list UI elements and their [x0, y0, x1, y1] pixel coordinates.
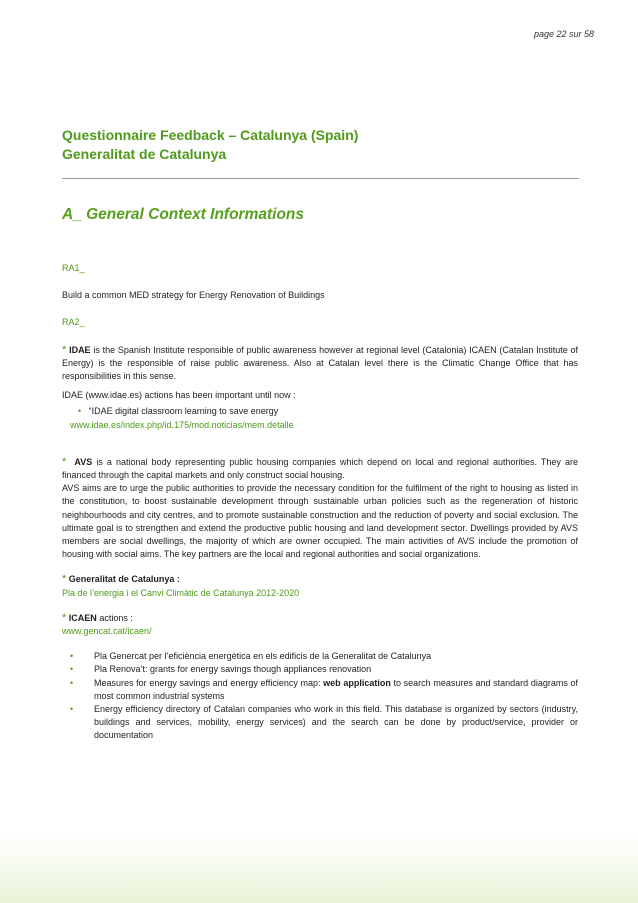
list-item-bold: web application: [323, 677, 391, 688]
bullet-marker: •: [70, 677, 74, 688]
main-content: [62, 262, 578, 743]
idae-bullet-text: “IDAE digital classroom learning to save energy: [88, 406, 279, 417]
idae-paragraph: [62, 344, 578, 384]
avs-text-1: is a national body representing public housing companies which depend on local and regional authorities. They are financed through the capital markets and only construct social housing.: [62, 456, 578, 481]
header-line-2: Generalitat de Catalunya: [62, 146, 227, 162]
bullet-marker: •: [70, 664, 74, 675]
footer-decoration: [0, 833, 638, 903]
page-number: page 22 sur 58: [533, 29, 594, 39]
bullet-marker: •: [78, 406, 82, 417]
idae-bullet: [62, 405, 578, 418]
idae-actions-intro: IDAE (www.idae.es) actions has been important until now :: [62, 390, 296, 401]
star-marker: *: [62, 343, 67, 356]
list-item-text-pre: Measures for energy savings and energy efficiency map:: [94, 677, 324, 688]
bullet-marker: •: [70, 651, 74, 662]
list-item-text-post: to search measures and standard diagrams of most common industrial systems: [94, 677, 579, 701]
list-item-text: Energy efficiency directory of Catalan companies who work in this field. This database is organized by sectors (industry, buildings and services, mobility, energy services) and the search can be done by product/service, provider or documentation: [94, 704, 578, 741]
star-marker: *: [62, 455, 67, 468]
icaen-bullet-list: [62, 650, 578, 742]
avs-bold: AVS: [74, 456, 93, 467]
generalitat-link[interactable]: Pla de l’energia i el Canvi Climàtic de Catalunya 2012-2020: [62, 587, 300, 598]
icaen-bold: ICAEN: [68, 612, 97, 623]
list-item: [62, 703, 578, 743]
generalitat-heading: [62, 573, 578, 586]
star-marker: *: [62, 573, 67, 586]
section-title: A_ General Context Informations: [62, 206, 305, 223]
document-header: [62, 126, 582, 164]
list-item: [62, 663, 578, 676]
list-item: [62, 650, 578, 663]
icaen-suffix: actions :: [96, 612, 133, 623]
avs-paragraph-1: [62, 456, 578, 482]
list-item-text: Pla Genercat per l’eficiència energètica en els edificis de la Generalitat de Catalunya: [94, 651, 432, 662]
list-item-text: Pla Renova’t: grants for energy savings though appliances renovation: [94, 664, 372, 675]
icaen-heading: [62, 612, 578, 625]
generalitat-bold: Generalitat de Catalunya :: [68, 574, 180, 585]
bullet-marker: •: [70, 704, 74, 715]
idae-text: is the Spanish Institute responsible of public awareness however at regional level (Catalonia) ICAEN (Catalan Institute of Energy) is the responsible of raise public awareness. Also at Catalan level there is the Climatic Change Office that has responsibilities in this sense.: [62, 344, 578, 382]
idae-link[interactable]: www.idae.es/index.php/id.175/mod.noticias/mem.detalle: [70, 419, 294, 430]
idae-bold: IDAE: [69, 344, 91, 355]
list-item: [62, 677, 578, 703]
ra1-label: RA1_: [62, 263, 85, 273]
icaen-link[interactable]: www.gencat.cat/icaen/: [62, 626, 152, 637]
ra2-label: RA2_: [62, 317, 85, 328]
star-marker: *: [62, 611, 67, 624]
header-line-1: Questionnaire Feedback – Catalunya (Spain): [62, 127, 359, 143]
ra1-text: Build a common MED strategy for Energy Renovation of Buildings: [62, 290, 325, 301]
header-divider: [62, 178, 579, 179]
avs-paragraph-2: AVS aims are to urge the public authorities to provide the necessary condition for the fulfilment of the right to housing as listed in the constitution, to boost sustainable development through sustainable urban policies such as the regeneration of historic neighbourhoods and city centres, and to promote sustainable construction and the reduction of poverty and social exclusion. The ultimate goal is to strengthen and extend the productive public housing and land development sector. Dwellings provided by AVS members are social dwellings, the majority of which are owner occupied. The main activities of AVS include the promotion of housing with social aims. The key partners are the local and regional authorities and social organizations.: [62, 483, 578, 560]
